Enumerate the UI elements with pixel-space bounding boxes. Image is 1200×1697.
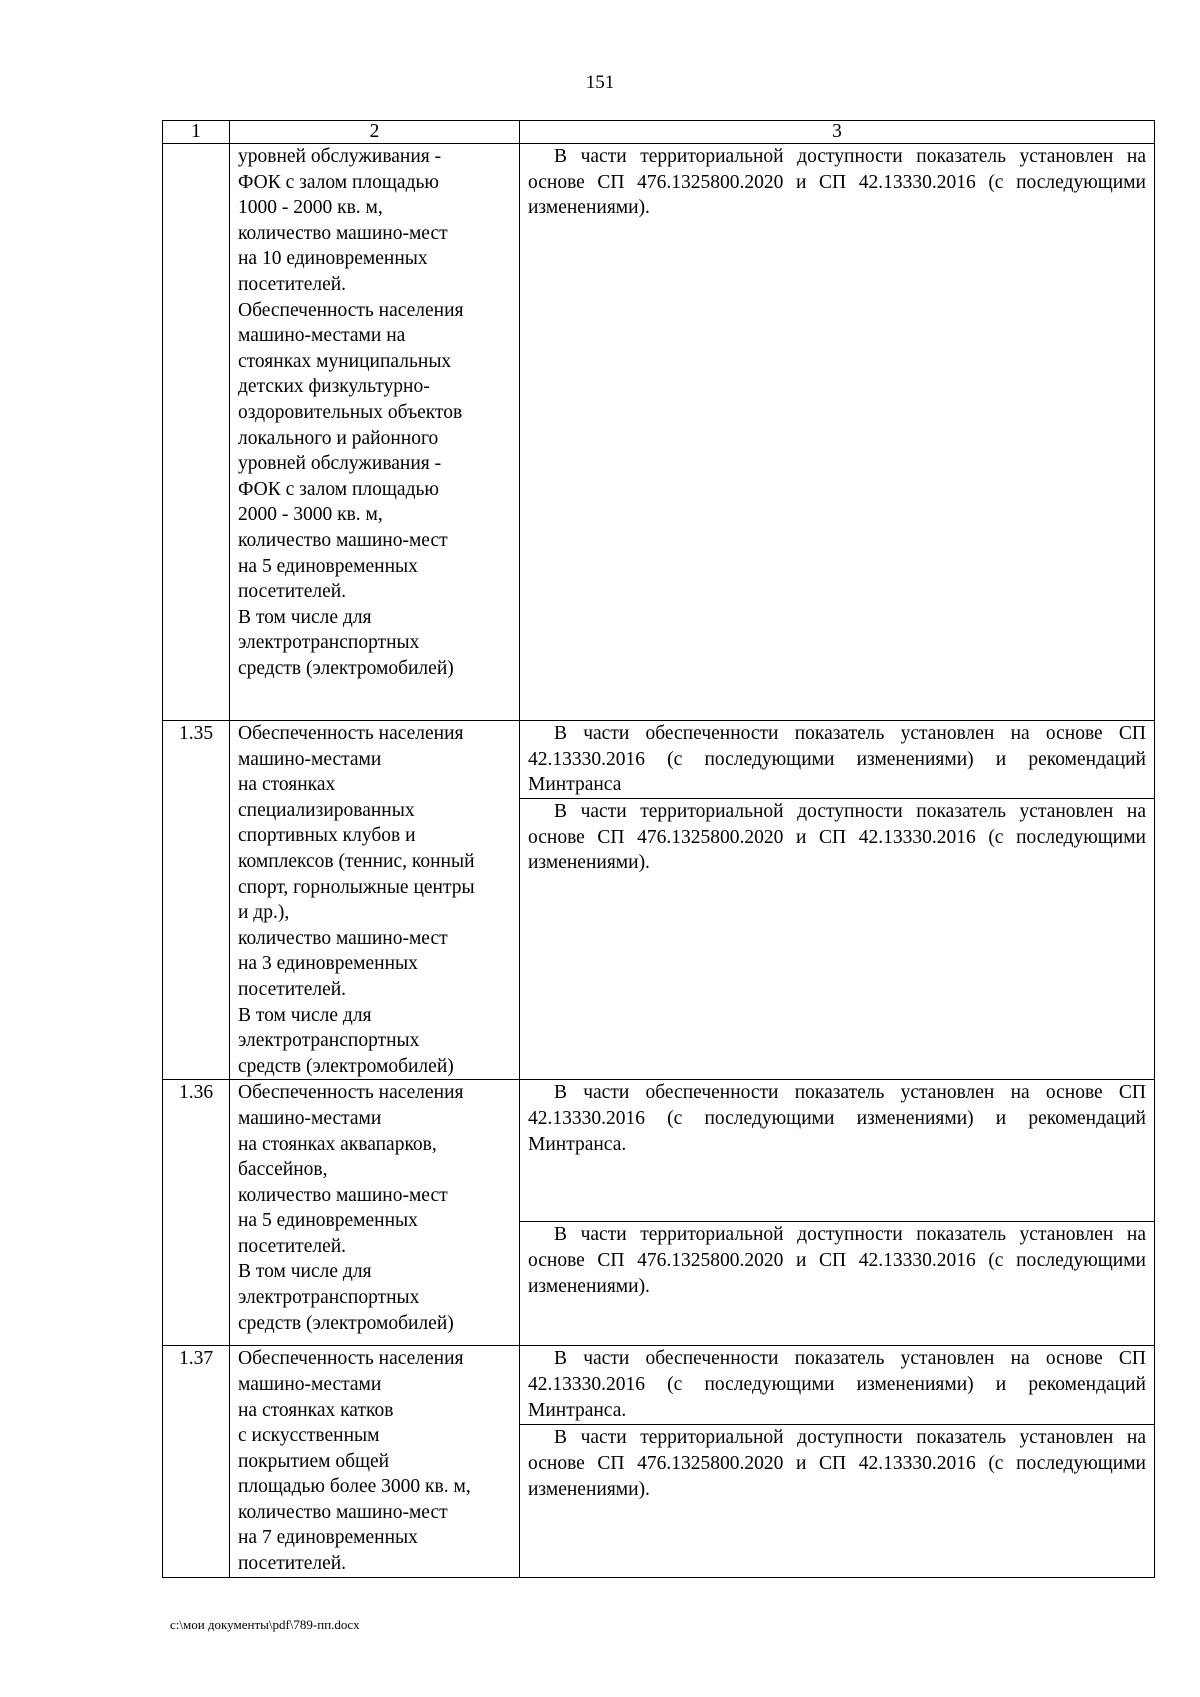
description-line: посетителей. xyxy=(238,581,347,603)
description-line: комплексов (теннис, конный xyxy=(238,850,475,872)
description-line: В том числе для xyxy=(238,606,372,628)
description-line: 1000 - 2000 кв. м, xyxy=(238,197,383,219)
description-line: электротранспортных xyxy=(238,1030,420,1052)
row-number: 1.36 xyxy=(163,1080,230,1346)
description-line: машино-местами xyxy=(238,748,382,770)
description-line: машино-местами xyxy=(238,1107,382,1129)
row-number xyxy=(163,144,230,721)
description-line: количество машино-мест xyxy=(238,222,448,244)
table-row xyxy=(163,144,1155,721)
description-line: и др.), xyxy=(238,902,290,924)
description-line: количество машино-мест xyxy=(238,1184,448,1206)
row-note-provision: В части обеспеченности показатель установлен на основе СП 42.13330.2016 (с последующими изменениями) и рекомендаций Минтранса. xyxy=(520,1346,1155,1425)
description-line: на 5 единовременных xyxy=(238,1210,418,1232)
description-line: на 3 единовременных xyxy=(238,953,418,975)
description-line: электротранспортных xyxy=(238,632,420,654)
description-line: с искусственным xyxy=(238,1425,380,1447)
description-line: на стоянках катков xyxy=(238,1399,394,1421)
description-line: на стоянках xyxy=(238,774,336,796)
row-description xyxy=(230,144,520,721)
description-line: Обеспеченность населения xyxy=(238,723,464,744)
row-note-territorial: В части территориальной доступности показатель установлен на основе СП 476.1325800.2020 и СП 42.13330.2016 (с последующими изменениями). xyxy=(520,1425,1155,1577)
description-line: бассейнов, xyxy=(238,1159,328,1181)
description-line: количество машино-мест xyxy=(238,927,448,949)
footer-file-path: c:\мои документы\pdf\789-пп.docx xyxy=(170,1617,360,1632)
description-line: Обеспеченность населения xyxy=(238,1348,464,1370)
description-line: средств (электромобилей) xyxy=(238,657,454,679)
description-line: количество машино-мест xyxy=(238,529,448,551)
description-line: специализированных xyxy=(238,799,415,821)
description-line: на 10 единовременных xyxy=(238,248,428,270)
description-line: уровней обслуживания - xyxy=(238,453,442,475)
row-note-provision: В части обеспеченности показатель установлен на основе СП 42.13330.2016 (с последующими изменениями) и рекомендаций Минтранса. xyxy=(520,1080,1155,1222)
row-note-territorial: В части территориальной доступности показатель установлен на основе СП 476.1325800.2020 и СП 42.13330.2016 (с последующими изменениями). xyxy=(520,1222,1155,1346)
description-line: посетителей. xyxy=(238,978,347,1000)
description-line: на 5 единовременных xyxy=(238,555,418,577)
row-note-provision: В части обеспеченности показатель установлен на основе СП 42.13330.2016 (с последующими изменениями) и рекомендаций Минтранса xyxy=(520,721,1155,799)
description-line: Обеспеченность населения xyxy=(238,299,464,321)
row-number: 1.35 xyxy=(163,721,230,1080)
standards-table xyxy=(162,120,1155,1578)
table-row xyxy=(163,1080,1155,1222)
description-line: посетителей. xyxy=(238,1235,347,1257)
description-line: В том числе для xyxy=(238,1261,372,1283)
description-line: машино-местами xyxy=(238,1373,382,1395)
table-header-row xyxy=(163,121,1155,144)
column-header-1: 1 xyxy=(163,121,230,144)
description-line: на стоянках аквапарков, xyxy=(238,1133,437,1155)
description-line: спорт, горнолыжные центры xyxy=(238,876,475,898)
description-line: посетителей. xyxy=(238,1553,347,1575)
description-line: стоянках муниципальных xyxy=(238,350,452,372)
table-row xyxy=(163,1346,1155,1425)
description-line: средств (электромобилей) xyxy=(238,1312,454,1334)
page-number: 151 xyxy=(585,72,615,93)
row-number: 1.37 xyxy=(163,1346,230,1577)
description-line: покрытием общей xyxy=(238,1450,390,1472)
description-line: детских физкультурно- xyxy=(238,376,430,398)
description-line: оздоровительных объектов xyxy=(238,401,463,423)
description-line: уровней обслуживания - xyxy=(238,146,442,167)
description-line: средств (электромобилей) xyxy=(238,1055,454,1077)
description-line: на 7 единовременных xyxy=(238,1527,418,1549)
row-description xyxy=(230,1346,520,1577)
description-line: ФОК с залом площадью xyxy=(238,171,439,193)
description-line: локального и районного xyxy=(238,427,439,449)
description-line: ФОК с залом площадью xyxy=(238,478,439,500)
description-line: 2000 - 3000 кв. м, xyxy=(238,504,383,526)
description-line: спортивных клубов и xyxy=(238,825,416,847)
table-row xyxy=(163,721,1155,799)
description-line: В том числе для xyxy=(238,1004,372,1026)
column-header-3: 3 xyxy=(520,121,1155,144)
description-line: Обеспеченность населения xyxy=(238,1082,464,1104)
row-note-territorial: В части территориальной доступности показатель установлен на основе СП 476.1325800.2020 и СП 42.13330.2016 (с последующими изменениями). xyxy=(520,799,1155,1080)
column-header-2: 2 xyxy=(230,121,520,144)
description-line: количество машино-мест xyxy=(238,1501,448,1523)
description-line: электротранспортных xyxy=(238,1287,420,1309)
description-line: машино-местами на xyxy=(238,325,406,347)
row-note-territorial: В части территориальной доступности показатель установлен на основе СП 476.1325800.2020 и СП 42.13330.2016 (с последующими изменениями). xyxy=(520,144,1155,721)
description-line: площадью более 3000 кв. м, xyxy=(238,1476,471,1498)
row-description xyxy=(230,1080,520,1346)
description-line: посетителей. xyxy=(238,273,347,295)
row-description xyxy=(230,721,520,1080)
